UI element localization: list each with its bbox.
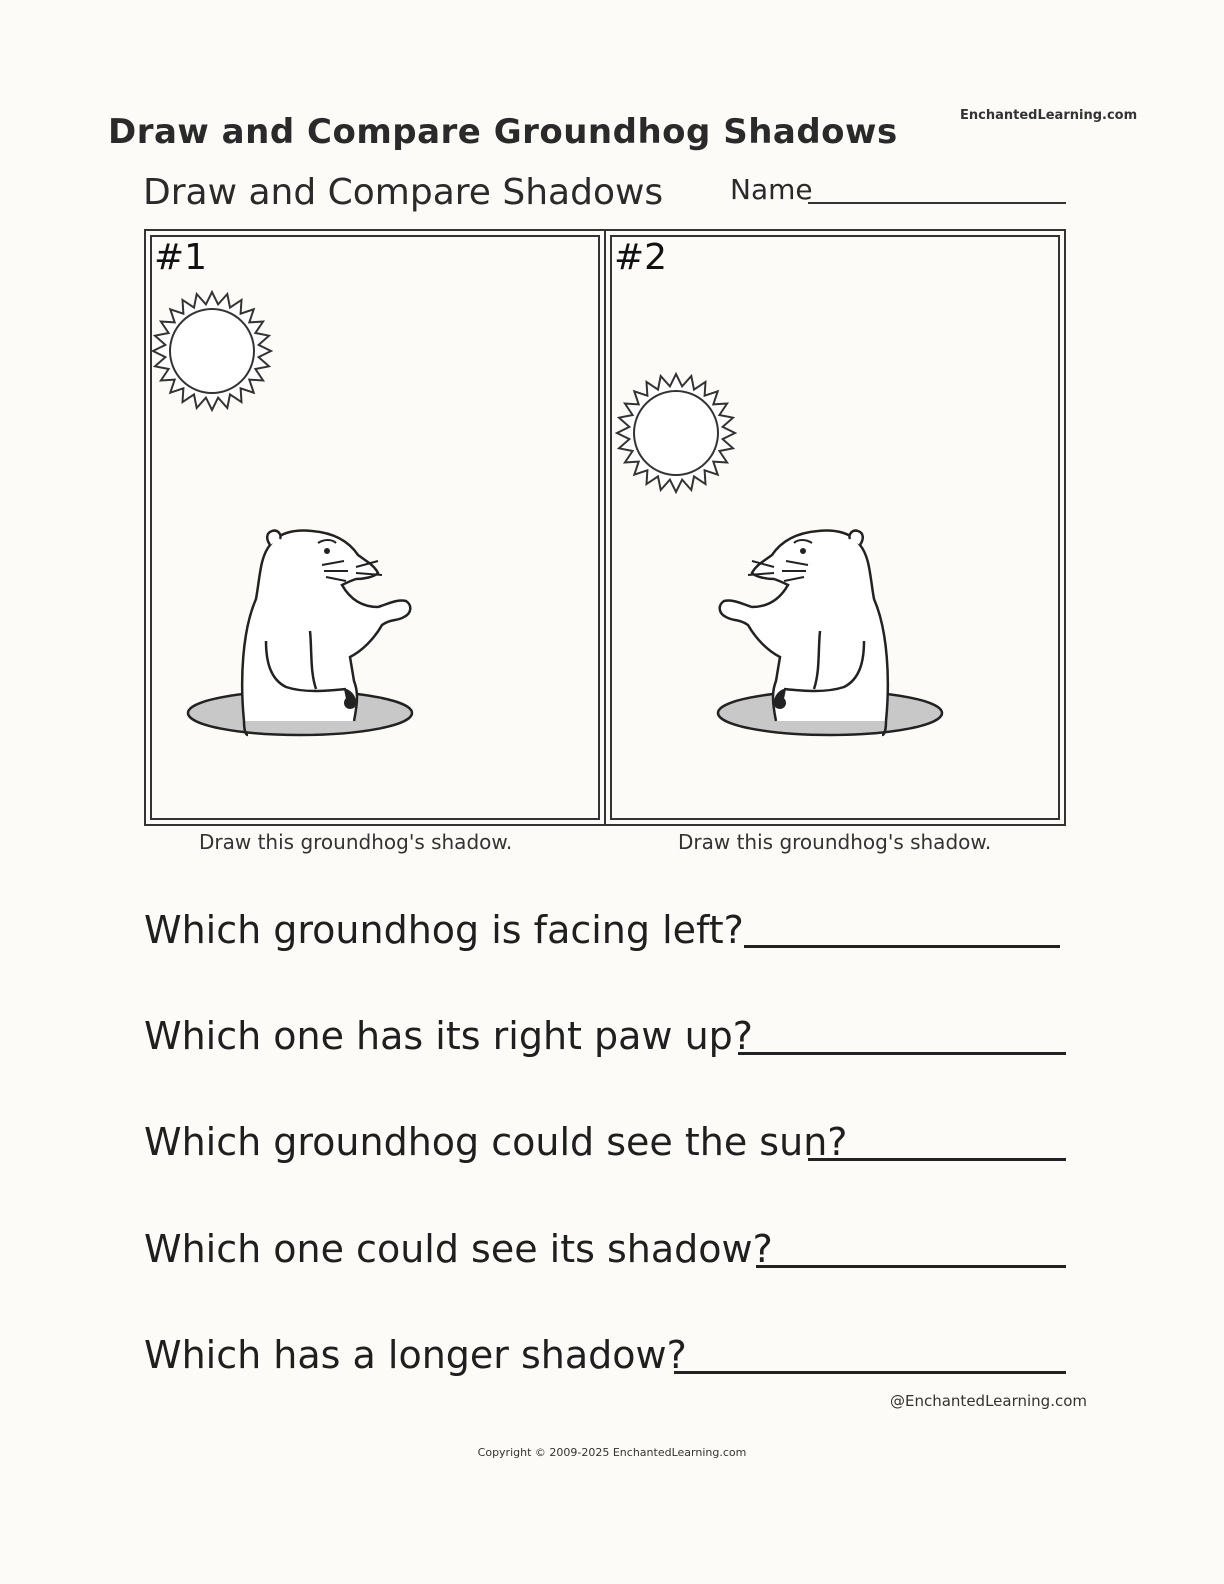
- groundhog-icon: [188, 531, 412, 735]
- answer-line-5[interactable]: [674, 1371, 1066, 1374]
- question-4: Which one could see its shadow?: [144, 1227, 773, 1271]
- question-1: Which groundhog is facing left?: [144, 908, 744, 952]
- question-2: Which one has its right paw up?: [144, 1014, 753, 1058]
- panel-2-art: [606, 231, 1064, 824]
- groundhog-icon: [718, 531, 942, 735]
- answer-line-1[interactable]: [744, 945, 1060, 948]
- panel-1: [144, 229, 606, 826]
- sun-icon: [153, 292, 271, 410]
- site-brand[interactable]: EnchantedLearning.com: [960, 108, 1138, 123]
- answer-line-4[interactable]: [756, 1265, 1066, 1268]
- answer-line-3[interactable]: [808, 1158, 1066, 1161]
- panel-2: [604, 229, 1066, 826]
- panel-1-art: [146, 231, 604, 824]
- panel-1-caption: Draw this groundhog's shadow.: [199, 830, 513, 854]
- name-line: [808, 202, 1066, 204]
- panel-2-caption: Draw this groundhog's shadow.: [678, 830, 992, 854]
- answer-line-2[interactable]: [738, 1052, 1066, 1055]
- question-3: Which groundhog could see the sun?: [144, 1120, 848, 1164]
- copyright: Copyright © 2009-2025 EnchantedLearning.com: [477, 1446, 747, 1459]
- question-5: Which has a longer shadow?: [144, 1333, 687, 1377]
- worksheet-title: Draw and Compare Shadows: [143, 172, 664, 213]
- name-label: Name: [730, 173, 813, 206]
- sun-icon: [617, 374, 735, 492]
- page-title: Draw and Compare Groundhog Shadows: [108, 112, 898, 152]
- panels: [144, 229, 1066, 830]
- worksheet-credit: @EnchantedLearning.com: [890, 1392, 1087, 1410]
- panel-2-number: #2: [614, 237, 668, 278]
- panel-1-number: #1: [154, 237, 208, 278]
